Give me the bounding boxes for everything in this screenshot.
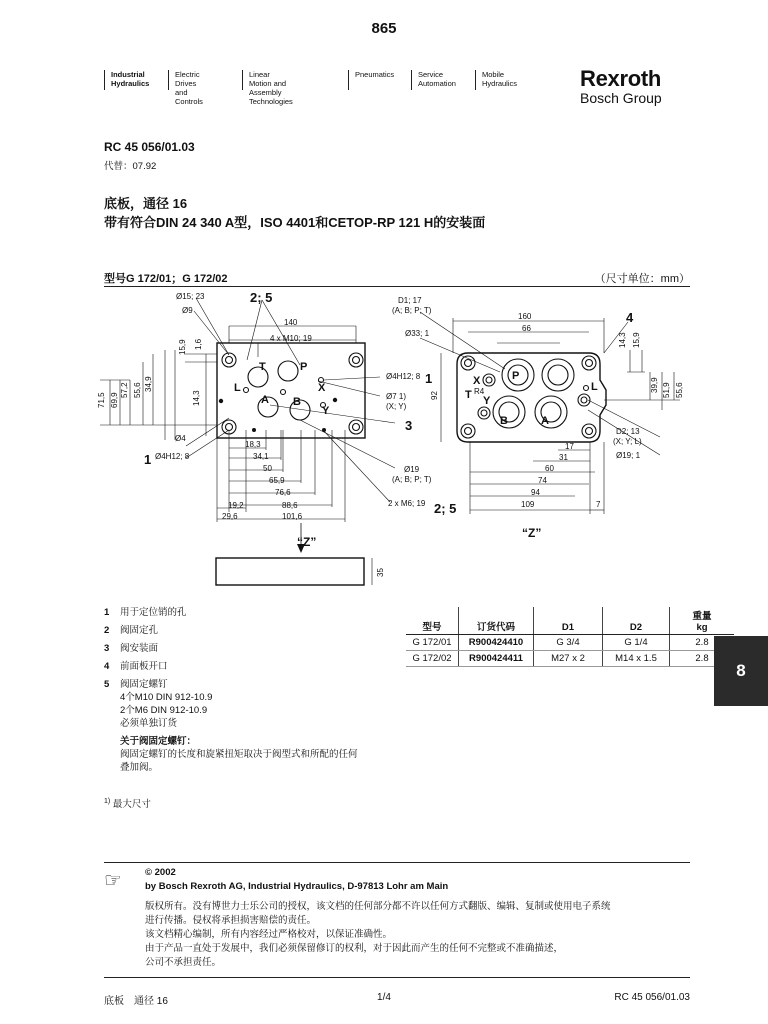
dim-label: 94	[531, 488, 540, 497]
dim-label: 51,9	[662, 382, 671, 398]
divider	[104, 862, 690, 863]
legend-item: 2 阀固定孔	[104, 625, 159, 636]
footer-title: 底板 通径 16	[104, 996, 168, 1007]
port-label: P	[300, 361, 308, 373]
legend-item: 3 阀安装面	[104, 643, 159, 654]
legend-item: 4 前面板开口	[104, 661, 168, 672]
dim-label: 29,6	[222, 512, 238, 521]
view-label: “Z”	[522, 526, 542, 540]
dim-label: 92	[430, 391, 439, 400]
page-number: 865	[371, 20, 397, 37]
dim-label: (X; Y)	[386, 402, 407, 411]
callout-label: 1	[425, 371, 433, 386]
dim-label: 65,9	[269, 476, 285, 485]
dim-label: 109	[521, 500, 535, 509]
port-label: L	[234, 382, 241, 394]
port-label: B	[500, 415, 508, 427]
dim-label: 15,9	[632, 332, 641, 348]
dim-label: 34,1	[253, 452, 269, 461]
dim-label: (A; B; P; T)	[392, 306, 432, 315]
copyright-text: 版权所有。没有博世力士乐公司的授权，该文档的任何部分都不许以任何方式翻版、编辑、复制或使用电子系统 进行传播。侵权将承担损害赔偿的责任。 该文档精心编制，所有内容经过严格校对，以保证准确性。 由于产品一直处于发展中，我们必须保留修订的权利，对于因此而产生的任何不完整或不准确描述， 公司不承担责任。	[145, 901, 611, 968]
table-header: 重量 kg	[670, 607, 735, 635]
dim-label: (A; B; P; T)	[392, 475, 432, 484]
table-row: G 172/02 R900424411 M27 x 2 M14 x 1.5 2.8	[406, 651, 734, 667]
port-label: X	[473, 375, 481, 387]
replaces-note: 代替：07.92	[104, 161, 157, 172]
legend-note: 阀固定螺钉的长度和旋紧扭矩取决于阀型式和所配的任何	[120, 749, 358, 760]
document-code: RC 45 056/01.03	[104, 140, 195, 154]
dim-label: 69,9	[110, 392, 119, 408]
port-label: T	[465, 389, 472, 401]
dim-label: 88,6	[282, 501, 298, 510]
dim-label: Ø4	[175, 434, 186, 443]
view-label: “Z”	[297, 535, 317, 549]
dim-label: 4 x M10; 19	[270, 334, 312, 343]
section-tab: 8	[714, 636, 768, 706]
plate-outline-side	[216, 558, 364, 585]
port-label: X	[318, 382, 326, 394]
table-header: 订货代码	[459, 607, 534, 635]
footer-code: RC 45 056/01.03	[614, 992, 690, 1003]
dim-label: Ø7 1)	[386, 392, 407, 401]
dim-label: 76,6	[275, 488, 291, 497]
divider	[104, 977, 690, 978]
dim-label: 71,5	[97, 392, 106, 408]
dim-label: D1; 17	[398, 296, 422, 305]
page-subtitle: 带有符合DIN 24 340 A型，ISO 4401和CETOP-RP 121 H的安装面	[104, 215, 486, 230]
dim-label: 14,3	[618, 332, 627, 348]
port-label: P	[512, 370, 520, 382]
dim-label: Ø33; 1	[405, 329, 430, 338]
table-header: D1	[534, 607, 603, 635]
brand-group: Bosch Group	[580, 90, 662, 106]
table-header: 型号	[406, 607, 459, 635]
table-header: D2	[603, 607, 670, 635]
dim-label: 14,3	[192, 390, 201, 406]
callout-label: 2; 5	[434, 501, 457, 516]
footer-page: 1/4	[377, 992, 391, 1003]
copyright-year: © 2002	[145, 867, 176, 878]
dim-label: 7	[596, 500, 601, 509]
dim-label: 55,6	[675, 382, 684, 398]
dim-label: 57,2	[120, 382, 129, 398]
dim-label: 31	[559, 453, 568, 462]
callout-label: 2; 5	[250, 290, 273, 305]
table-row: G 172/01 R900424410 G 3/4 G 1/4 2.8	[406, 635, 734, 651]
ordering-table	[406, 607, 734, 667]
callout-label: 3	[405, 418, 413, 433]
copyright-company: by Bosch Rexroth AG, Industrial Hydraulics, D-97813 Lohr am Main	[145, 881, 449, 892]
nav-item-service-automation[interactable]: Service Automation	[411, 70, 456, 90]
page-title: 底板，通径 16	[104, 196, 188, 211]
dim-label: 39,9	[650, 377, 659, 393]
port-label: B	[293, 396, 301, 408]
brand-logo: Rexroth	[580, 66, 662, 91]
port-label: Y	[483, 395, 491, 407]
nav-item-industrial-hydraulics[interactable]: Industrial Hydraulics	[104, 70, 149, 90]
legend-sub: 必须单独订货	[120, 718, 178, 729]
dim-label: 101,6	[282, 512, 303, 521]
dim-label: 2 x M6; 19	[388, 499, 426, 508]
dim-label: 140	[284, 318, 298, 327]
dim-label: 74	[538, 476, 547, 485]
nav-item-linear-motion[interactable]: Linear Motion and Assembly Technologies	[242, 70, 293, 90]
pointing-hand-icon: ☞	[104, 870, 122, 892]
dim-label: Ø19	[404, 465, 420, 474]
dim-label: 55,6	[133, 382, 142, 398]
dim-label: 17	[565, 442, 574, 451]
dimension-unit-note: （尺寸单位：mm）	[594, 273, 690, 285]
nav-item-pneumatics[interactable]: Pneumatics	[348, 70, 394, 90]
port-label: L	[591, 381, 598, 393]
dim-label: 60	[545, 464, 554, 473]
nav-item-electric-drives[interactable]: Electric Drives and Controls	[168, 70, 203, 90]
legend-note-title: 关于阀固定螺钉：	[120, 736, 197, 747]
dim-label: R4	[474, 387, 485, 396]
callout-label: 1	[144, 452, 152, 467]
divider	[104, 286, 690, 287]
dim-label: Ø15; 23	[176, 292, 205, 301]
callout-label: 4	[626, 310, 634, 325]
port-label: Y	[322, 405, 330, 417]
dim-label: 1,6	[194, 338, 203, 350]
legend-note: 叠加阀。	[120, 762, 159, 773]
dim-label: 18,3	[245, 440, 261, 449]
type-designation: 型号G 172/01；G 172/02	[104, 273, 228, 285]
dim-label: (X; Y; L)	[613, 437, 642, 446]
dim-label: Ø4H12; 8	[155, 452, 190, 461]
footnote: $^{1)}$ 最大尺寸	[104, 797, 151, 810]
dim-label: Ø9	[182, 306, 193, 315]
dim-label: 160	[518, 312, 532, 321]
dim-label: Ø19; 1	[616, 451, 641, 460]
dim-label: 50	[263, 464, 272, 473]
nav-item-mobile-hydraulics[interactable]: Mobile Hydraulics	[475, 70, 517, 90]
left-view	[97, 290, 456, 585]
dim-label: 19,2	[228, 501, 244, 510]
legend-item: 5 阀固定螺钉	[104, 679, 168, 690]
legend-sub: 4个M10 DIN 912-10.9	[120, 692, 213, 703]
dim-label: D2; 13	[616, 427, 640, 436]
dim-label: 15,9	[178, 339, 187, 355]
dim-label: Ø4H12; 8	[386, 372, 421, 381]
legend-item: 1 用于定位销的孔	[104, 607, 187, 618]
technical-drawing	[0, 288, 768, 593]
port-label: A	[261, 394, 269, 406]
dim-label: 66	[522, 324, 531, 333]
port-label: T	[259, 361, 266, 373]
legend-sub: 2个M6 DIN 912-10.9	[120, 705, 208, 716]
dim-label: 35	[376, 568, 385, 577]
dim-label: 34,9	[144, 376, 153, 392]
port-label: A	[541, 415, 549, 427]
